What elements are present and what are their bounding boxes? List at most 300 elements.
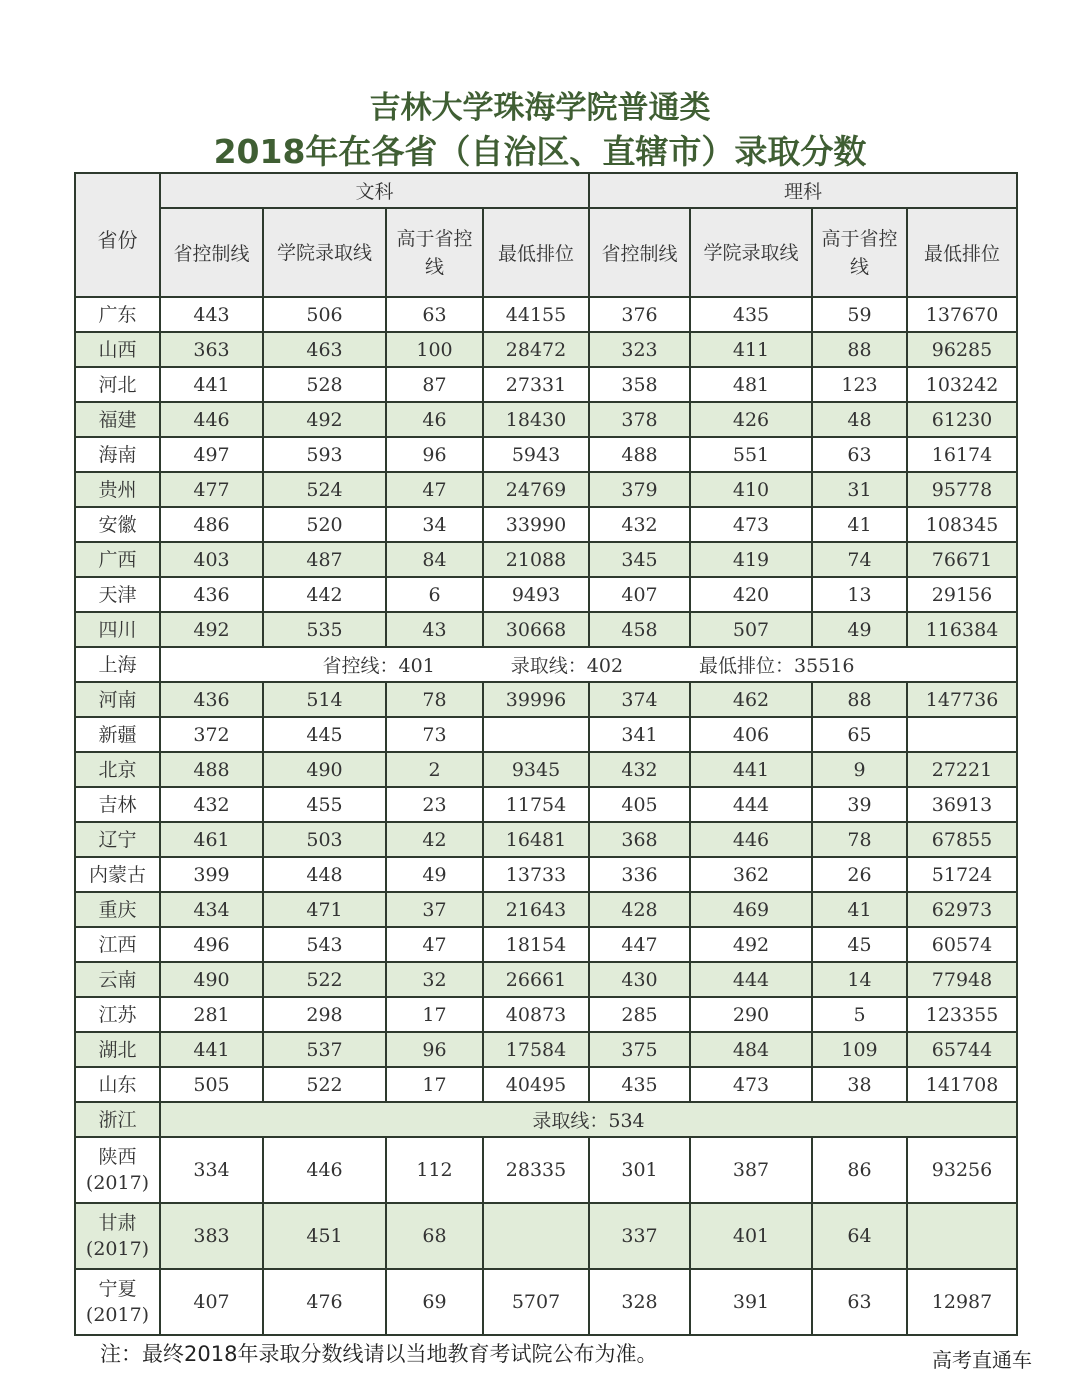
score-cell: 469 (690, 892, 812, 927)
score-cell (907, 1203, 1017, 1269)
province-cell (75, 752, 160, 787)
table-row (75, 857, 1017, 892)
score-cell: 69 (386, 1269, 483, 1335)
score-cell: 78 (386, 682, 483, 717)
score-cell: 39 (812, 787, 907, 822)
score-cell: 2 (386, 752, 483, 787)
province-name: 甘肃 (98, 1212, 137, 1234)
table-row (75, 402, 1017, 437)
province-name: 江苏 (98, 1003, 137, 1026)
score-cell: 26 (812, 857, 907, 892)
province-cell (75, 472, 160, 507)
score-cell: 28472 (483, 332, 589, 367)
table-row (75, 297, 1017, 332)
score-cell: 383 (160, 1203, 263, 1269)
score-cell: 43 (386, 612, 483, 647)
header-group-liberal-arts: 文科 (160, 173, 589, 208)
province-cell (75, 997, 160, 1032)
score-cell: 432 (589, 752, 690, 787)
province-cell (75, 402, 160, 437)
score-cell: 379 (589, 472, 690, 507)
score-cell: 378 (589, 402, 690, 437)
column-header: 高于省控线 (386, 208, 483, 297)
score-cell: 41 (812, 892, 907, 927)
score-cell: 16481 (483, 822, 589, 857)
score-cell: 298 (263, 997, 386, 1032)
province-cell (75, 1032, 160, 1067)
score-cell: 285 (589, 997, 690, 1032)
score-cell: 407 (160, 1269, 263, 1335)
score-cell: 11754 (483, 787, 589, 822)
column-header: 最低排位 (483, 208, 589, 297)
table-row (75, 472, 1017, 507)
score-cell: 48 (812, 402, 907, 437)
score-cell: 455 (263, 787, 386, 822)
province-cell (75, 297, 160, 332)
province-name: 浙江 (98, 1108, 137, 1131)
column-header: 学院录取线 (263, 208, 386, 297)
table-row (75, 612, 1017, 647)
score-cell: 446 (690, 822, 812, 857)
province-name: 海南 (98, 443, 137, 466)
score-cell: 30668 (483, 612, 589, 647)
score-cell: 59 (812, 297, 907, 332)
score-cell: 481 (690, 367, 812, 402)
province-cell (75, 1102, 160, 1137)
province-year: (2017) (85, 1172, 150, 1194)
province-name: 广东 (98, 303, 137, 326)
province-year: (2017) (85, 1304, 150, 1326)
table-row (75, 437, 1017, 472)
province-name: 广西 (98, 548, 137, 571)
province-name: 北京 (98, 758, 137, 781)
score-cell: 123355 (907, 997, 1017, 1032)
table-row (75, 962, 1017, 997)
province-cell (75, 332, 160, 367)
score-cell: 484 (690, 1032, 812, 1067)
province-name: 江西 (98, 933, 137, 956)
score-cell: 341 (589, 717, 690, 752)
score-cell: 64 (812, 1203, 907, 1269)
score-cell: 430 (589, 962, 690, 997)
province-name: 四川 (98, 618, 137, 641)
score-cell: 44155 (483, 297, 589, 332)
merged-score-text: 录取线：534 (532, 1110, 645, 1132)
score-cell: 76671 (907, 542, 1017, 577)
score-cell (907, 717, 1017, 752)
score-cell: 522 (263, 1067, 386, 1102)
score-cell: 40495 (483, 1067, 589, 1102)
score-cell: 334 (160, 1137, 263, 1203)
score-cell: 528 (263, 367, 386, 402)
score-cell: 328 (589, 1269, 690, 1335)
score-cell: 42 (386, 822, 483, 857)
score-cell: 432 (589, 507, 690, 542)
province-name: 河南 (98, 688, 137, 711)
score-cell: 406 (690, 717, 812, 752)
score-cell: 492 (160, 612, 263, 647)
score-cell: 116384 (907, 612, 1017, 647)
score-cell: 403 (160, 542, 263, 577)
score-cell: 524 (263, 472, 386, 507)
score-cell: 36913 (907, 787, 1017, 822)
score-cell: 27331 (483, 367, 589, 402)
score-cell: 62973 (907, 892, 1017, 927)
score-cell: 63 (812, 437, 907, 472)
score-cell: 17584 (483, 1032, 589, 1067)
province-name: 吉林 (98, 793, 137, 816)
score-cell: 88 (812, 682, 907, 717)
score-cell: 405 (589, 787, 690, 822)
header-province: 省份 (75, 173, 160, 297)
table-row (75, 752, 1017, 787)
score-cell: 441 (160, 367, 263, 402)
score-cell: 47 (386, 927, 483, 962)
score-cell: 5943 (483, 437, 589, 472)
province-name: 福建 (98, 408, 137, 431)
score-cell: 458 (589, 612, 690, 647)
page-subtitle: 2018年在各省（自治区、直辖市）录取分数 (213, 132, 867, 171)
province-name: 山西 (98, 338, 137, 361)
table-row (75, 1137, 1017, 1203)
table-row (75, 542, 1017, 577)
score-cell: 492 (690, 927, 812, 962)
score-cell: 420 (690, 577, 812, 612)
province-cell (75, 822, 160, 857)
score-cell: 18430 (483, 402, 589, 437)
score-cell: 63 (812, 1269, 907, 1335)
province-cell (75, 577, 160, 612)
table-row (75, 892, 1017, 927)
score-cell: 63 (386, 297, 483, 332)
province-name: 河北 (98, 373, 137, 396)
score-cell: 376 (589, 297, 690, 332)
score-cell: 17 (386, 1067, 483, 1102)
score-cell: 490 (263, 752, 386, 787)
province-name: 山东 (98, 1073, 137, 1096)
province-cell (75, 612, 160, 647)
score-cell: 407 (589, 577, 690, 612)
score-cell: 9 (812, 752, 907, 787)
table-row (75, 717, 1017, 752)
merged-score-cell (160, 647, 1017, 682)
score-cell: 41 (812, 507, 907, 542)
province-year: (2017) (85, 1238, 150, 1260)
score-cell: 14 (812, 962, 907, 997)
province-cell (75, 787, 160, 822)
column-header: 省控制线 (160, 208, 263, 297)
table-row (75, 1067, 1017, 1102)
province-name: 新疆 (98, 723, 137, 746)
score-cell: 463 (263, 332, 386, 367)
score-cell: 9493 (483, 577, 589, 612)
score-cell: 411 (690, 332, 812, 367)
score-cell: 123 (812, 367, 907, 402)
score-cell: 68 (386, 1203, 483, 1269)
score-cell: 141708 (907, 1067, 1017, 1102)
score-cell: 46 (386, 402, 483, 437)
score-cell: 497 (160, 437, 263, 472)
score-cell: 147736 (907, 682, 1017, 717)
score-cell: 37 (386, 892, 483, 927)
province-cell (75, 437, 160, 472)
score-cell: 419 (690, 542, 812, 577)
admission-score-table (74, 172, 1018, 1336)
table-row (75, 1102, 1017, 1137)
score-cell: 444 (690, 787, 812, 822)
score-cell: 487 (263, 542, 386, 577)
score-cell: 362 (690, 857, 812, 892)
score-cell: 13733 (483, 857, 589, 892)
score-cell: 40873 (483, 997, 589, 1032)
table-row (75, 1269, 1017, 1335)
province-name: 辽宁 (98, 828, 137, 851)
score-cell: 496 (160, 927, 263, 962)
score-cell: 410 (690, 472, 812, 507)
province-name: 湖北 (98, 1038, 137, 1061)
table-row (75, 577, 1017, 612)
province-cell (75, 647, 160, 682)
score-cell: 33990 (483, 507, 589, 542)
score-cell: 551 (690, 437, 812, 472)
score-cell: 29156 (907, 577, 1017, 612)
score-cell: 32 (386, 962, 483, 997)
province-cell (75, 367, 160, 402)
score-cell: 434 (160, 892, 263, 927)
score-cell: 520 (263, 507, 386, 542)
score-cell: 477 (160, 472, 263, 507)
score-cell: 290 (690, 997, 812, 1032)
score-cell: 446 (263, 1137, 386, 1203)
score-cell: 103242 (907, 367, 1017, 402)
score-cell: 514 (263, 682, 386, 717)
merged-score-cell (160, 1102, 1017, 1137)
province-cell (75, 717, 160, 752)
score-cell: 16174 (907, 437, 1017, 472)
province-name: 天津 (98, 583, 137, 606)
table-row (75, 647, 1017, 682)
score-cell: 374 (589, 682, 690, 717)
score-cell: 65 (812, 717, 907, 752)
score-cell (483, 1203, 589, 1269)
merged-score-text: 录取线：402 (510, 655, 624, 677)
score-cell: 461 (160, 822, 263, 857)
score-cell: 473 (690, 1067, 812, 1102)
table-row (75, 927, 1017, 962)
score-cell: 78 (812, 822, 907, 857)
page-title: 吉林大学珠海学院普通类 (369, 90, 711, 126)
score-cell: 435 (589, 1067, 690, 1102)
score-cell: 488 (160, 752, 263, 787)
column-header: 高于省控线 (812, 208, 907, 297)
score-cell: 507 (690, 612, 812, 647)
score-cell: 112 (386, 1137, 483, 1203)
table-row (75, 507, 1017, 542)
score-cell: 436 (160, 682, 263, 717)
score-cell: 446 (160, 402, 263, 437)
province-cell (75, 962, 160, 997)
score-cell: 337 (589, 1203, 690, 1269)
score-cell: 34 (386, 507, 483, 542)
score-cell: 537 (263, 1032, 386, 1067)
score-cell: 18154 (483, 927, 589, 962)
score-cell: 17 (386, 997, 483, 1032)
score-cell: 61230 (907, 402, 1017, 437)
province-cell (75, 507, 160, 542)
footnote: 注：最终2018年录取分数线请以当地教育考试院公布为准。 (100, 1342, 658, 1366)
score-cell: 336 (589, 857, 690, 892)
score-cell: 503 (263, 822, 386, 857)
score-cell: 100 (386, 332, 483, 367)
score-cell: 5707 (483, 1269, 589, 1335)
watermark: 高考直通车 (932, 1348, 1032, 1372)
score-cell: 27221 (907, 752, 1017, 787)
score-cell: 490 (160, 962, 263, 997)
score-cell: 593 (263, 437, 386, 472)
score-cell: 86 (812, 1137, 907, 1203)
score-cell: 435 (690, 297, 812, 332)
score-cell: 28335 (483, 1137, 589, 1203)
score-cell: 49 (386, 857, 483, 892)
score-cell: 281 (160, 997, 263, 1032)
merged-score-text: 省控线：401 (322, 655, 435, 677)
header-group-science: 理科 (589, 173, 1017, 208)
table-row (75, 787, 1017, 822)
score-cell: 84 (386, 542, 483, 577)
score-cell: 95778 (907, 472, 1017, 507)
column-header: 最低排位 (907, 208, 1017, 297)
table-row (75, 367, 1017, 402)
score-cell: 442 (263, 577, 386, 612)
score-cell: 368 (589, 822, 690, 857)
province-name: 贵州 (98, 478, 137, 501)
score-cell: 447 (589, 927, 690, 962)
score-cell: 486 (160, 507, 263, 542)
score-cell: 506 (263, 297, 386, 332)
score-cell: 473 (690, 507, 812, 542)
score-cell: 488 (589, 437, 690, 472)
province-name: 上海 (98, 653, 137, 676)
score-cell: 399 (160, 857, 263, 892)
score-cell: 441 (160, 1032, 263, 1067)
score-cell: 109 (812, 1032, 907, 1067)
score-cell: 137670 (907, 297, 1017, 332)
score-cell: 24769 (483, 472, 589, 507)
score-cell: 21088 (483, 542, 589, 577)
score-cell: 49 (812, 612, 907, 647)
score-cell: 471 (263, 892, 386, 927)
score-cell: 6 (386, 577, 483, 612)
score-cell: 38 (812, 1067, 907, 1102)
column-header: 学院录取线 (690, 208, 812, 297)
score-cell: 60574 (907, 927, 1017, 962)
score-cell: 358 (589, 367, 690, 402)
table-row (75, 332, 1017, 367)
score-cell: 492 (263, 402, 386, 437)
score-cell: 13 (812, 577, 907, 612)
province-name: 云南 (98, 968, 137, 991)
score-cell: 436 (160, 577, 263, 612)
score-cell: 522 (263, 962, 386, 997)
score-cell: 441 (690, 752, 812, 787)
table-row (75, 1032, 1017, 1067)
score-cell: 67855 (907, 822, 1017, 857)
province-name: 安徽 (98, 513, 137, 536)
score-cell: 448 (263, 857, 386, 892)
score-cell: 535 (263, 612, 386, 647)
score-cell: 391 (690, 1269, 812, 1335)
table-row (75, 997, 1017, 1032)
score-cell: 451 (263, 1203, 386, 1269)
province-name: 重庆 (98, 898, 137, 921)
score-cell: 74 (812, 542, 907, 577)
score-cell: 323 (589, 332, 690, 367)
score-cell: 543 (263, 927, 386, 962)
score-cell: 88 (812, 332, 907, 367)
score-cell: 444 (690, 962, 812, 997)
score-cell: 505 (160, 1067, 263, 1102)
province-name: 陕西 (98, 1146, 137, 1168)
province-cell (75, 857, 160, 892)
table-row (75, 1203, 1017, 1269)
score-cell: 375 (589, 1032, 690, 1067)
score-cell: 372 (160, 717, 263, 752)
score-cell: 428 (589, 892, 690, 927)
province-cell (75, 1269, 160, 1335)
province-cell (75, 682, 160, 717)
score-cell: 39996 (483, 682, 589, 717)
province-cell (75, 892, 160, 927)
score-cell: 387 (690, 1137, 812, 1203)
score-cell: 73 (386, 717, 483, 752)
province-cell (75, 927, 160, 962)
score-cell: 345 (589, 542, 690, 577)
score-cell: 462 (690, 682, 812, 717)
province-cell (75, 1203, 160, 1269)
province-cell (75, 1137, 160, 1203)
table-row (75, 822, 1017, 857)
score-cell: 9345 (483, 752, 589, 787)
province-cell (75, 1067, 160, 1102)
score-cell: 65744 (907, 1032, 1017, 1067)
province-cell (75, 542, 160, 577)
score-cell: 93256 (907, 1137, 1017, 1203)
score-cell: 21643 (483, 892, 589, 927)
score-cell: 443 (160, 297, 263, 332)
score-cell: 12987 (907, 1269, 1017, 1335)
score-cell: 47 (386, 472, 483, 507)
score-cell: 77948 (907, 962, 1017, 997)
score-cell: 45 (812, 927, 907, 962)
score-cell: 301 (589, 1137, 690, 1203)
score-cell: 445 (263, 717, 386, 752)
score-cell: 432 (160, 787, 263, 822)
score-cell: 426 (690, 402, 812, 437)
column-header: 省控制线 (589, 208, 690, 297)
score-cell: 51724 (907, 857, 1017, 892)
score-cell: 476 (263, 1269, 386, 1335)
score-cell: 96 (386, 1032, 483, 1067)
province-name: 内蒙古 (88, 863, 146, 886)
score-cell: 401 (690, 1203, 812, 1269)
score-cell: 23 (386, 787, 483, 822)
score-cell: 108345 (907, 507, 1017, 542)
province-name: 宁夏 (98, 1278, 137, 1300)
score-cell: 96 (386, 437, 483, 472)
score-cell: 31 (812, 472, 907, 507)
table-row (75, 682, 1017, 717)
score-cell (483, 717, 589, 752)
